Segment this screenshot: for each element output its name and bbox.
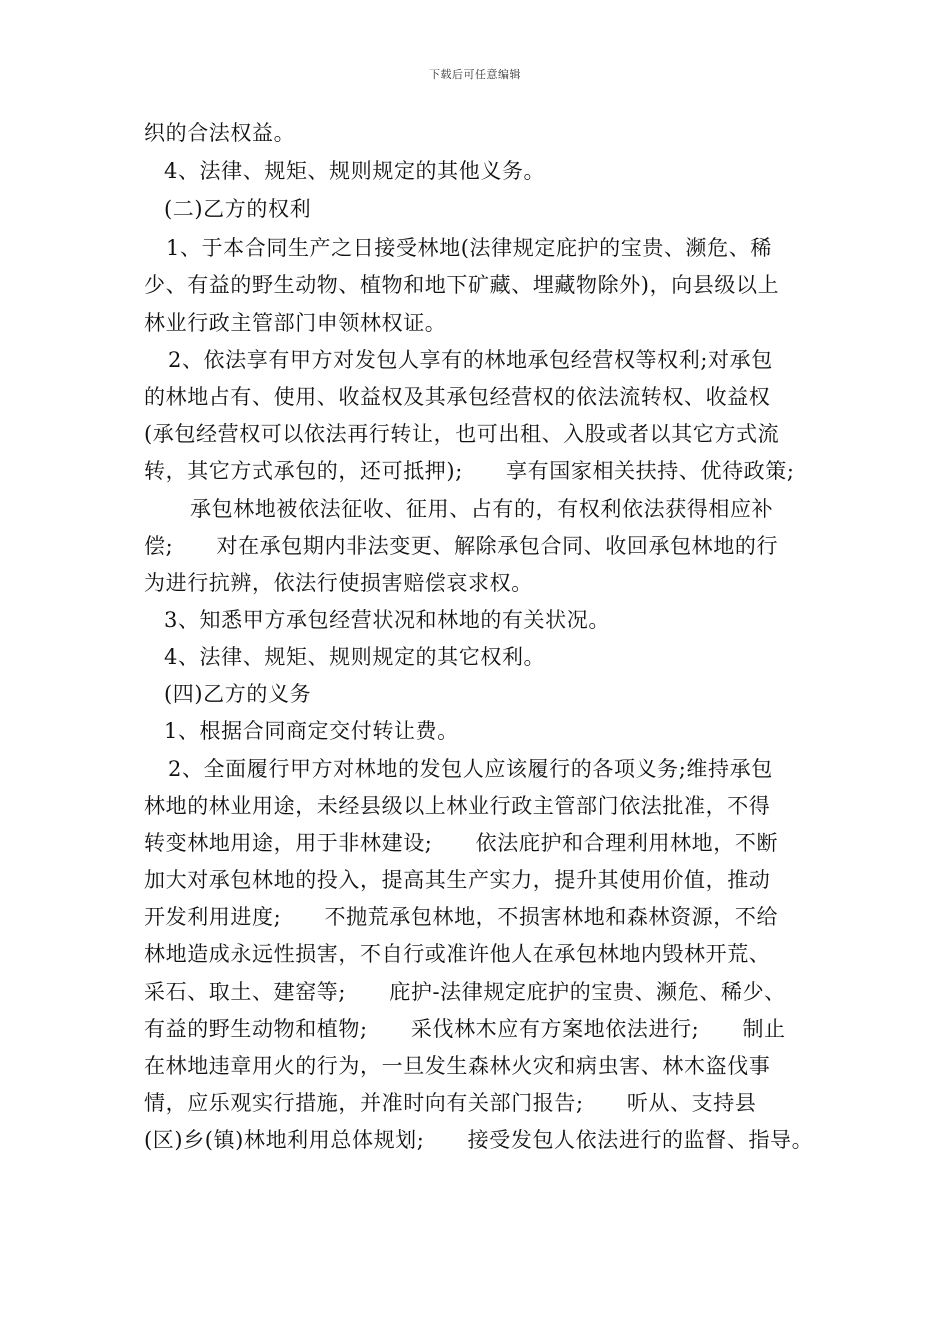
text-line: 偿; 对在承包期内非法变更、解除承包合同、收回承包林地的行: [144, 534, 779, 558]
page-header: 下载后可任意编辑: [429, 68, 521, 81]
text-line: 承包林地被依法征收、征用、占有的，有权利依法获得相应补: [190, 497, 774, 521]
text-line: 4、法律、规矩、规则规定的其他义务。: [164, 159, 546, 183]
text-line: 4、法律、规矩、规则规定的其它权利。: [164, 645, 546, 669]
text-line: 开发利用进度; 不抛荒承包林地，不损害林地和森林资源，不给: [144, 905, 779, 929]
text-line: 为进行抗辨，依法行使损害赔偿哀求权。: [144, 571, 533, 595]
text-line: 加大对承包林地的投入，提高其生产实力，提升其使用价值，推动: [144, 868, 771, 892]
text-line: (区)乡(镇)林地利用总体规划; 接受发包人依法进行的监督、指导。: [144, 1128, 814, 1152]
text-line: 林业行政主管部门申领林权证。: [144, 311, 447, 335]
text-line: 有益的野生动物和植物; 采伐林木应有方案地依法进行; 制止: [144, 1017, 786, 1041]
text-line: 1、根据合同商定交付转让费。: [164, 719, 459, 743]
text-line: (二)乙方的权利: [164, 197, 312, 221]
text-line: 在林地违章用火的行为，一旦发生森林火灾和病虫害、林木盗伐事: [144, 1054, 771, 1078]
text-line: 3、知悉甲方承包经营状况和林地的有关状况。: [164, 608, 610, 632]
text-line: (四)乙方的义务: [164, 682, 312, 706]
text-line: 的林地占有、使用、收益权及其承包经营权的依法流转权、收益权: [144, 385, 771, 409]
text-line: 采石、取土、建窑等; 庇护-法律规定庇护的宝贵、濒危、稀少、: [144, 980, 786, 1004]
text-line: 2、全面履行甲方对林地的发包人应该履行的各项义务;维持承包: [168, 757, 773, 781]
text-line: 情，应乐观实行措施，并准时向有关部门报告; 听从、支持县: [144, 1091, 757, 1115]
text-line: 林地的林业用途，未经县级以上林业行政主管部门依法批准，不得: [144, 794, 771, 818]
text-line: 2、依法享有甲方对发包人享有的林地承包经营权等权利;对承包: [168, 348, 773, 372]
text-line: 林地造成永远性损害，不自行或准许他人在承包林地内毁林开荒、: [144, 942, 771, 966]
text-line: 少、有益的野生动物、植物和地下矿藏、埋藏物除外)，向县级以上: [144, 273, 780, 297]
text-line: 1、于本合同生产之日接受林地(法律规定庇护的宝贵、濒危、稀: [166, 236, 772, 260]
text-line: (承包经营权可以依法再行转让，也可出租、入股或者以其它方式流: [144, 422, 780, 446]
text-line: 转，其它方式承包的，还可抵押); 享有国家相关扶持、优待政策;: [144, 459, 795, 483]
text-line: 转变林地用途，用于非林建设; 依法庇护和合理利用林地，不断: [144, 831, 779, 855]
text-line: 织的合法权益。: [144, 121, 296, 145]
